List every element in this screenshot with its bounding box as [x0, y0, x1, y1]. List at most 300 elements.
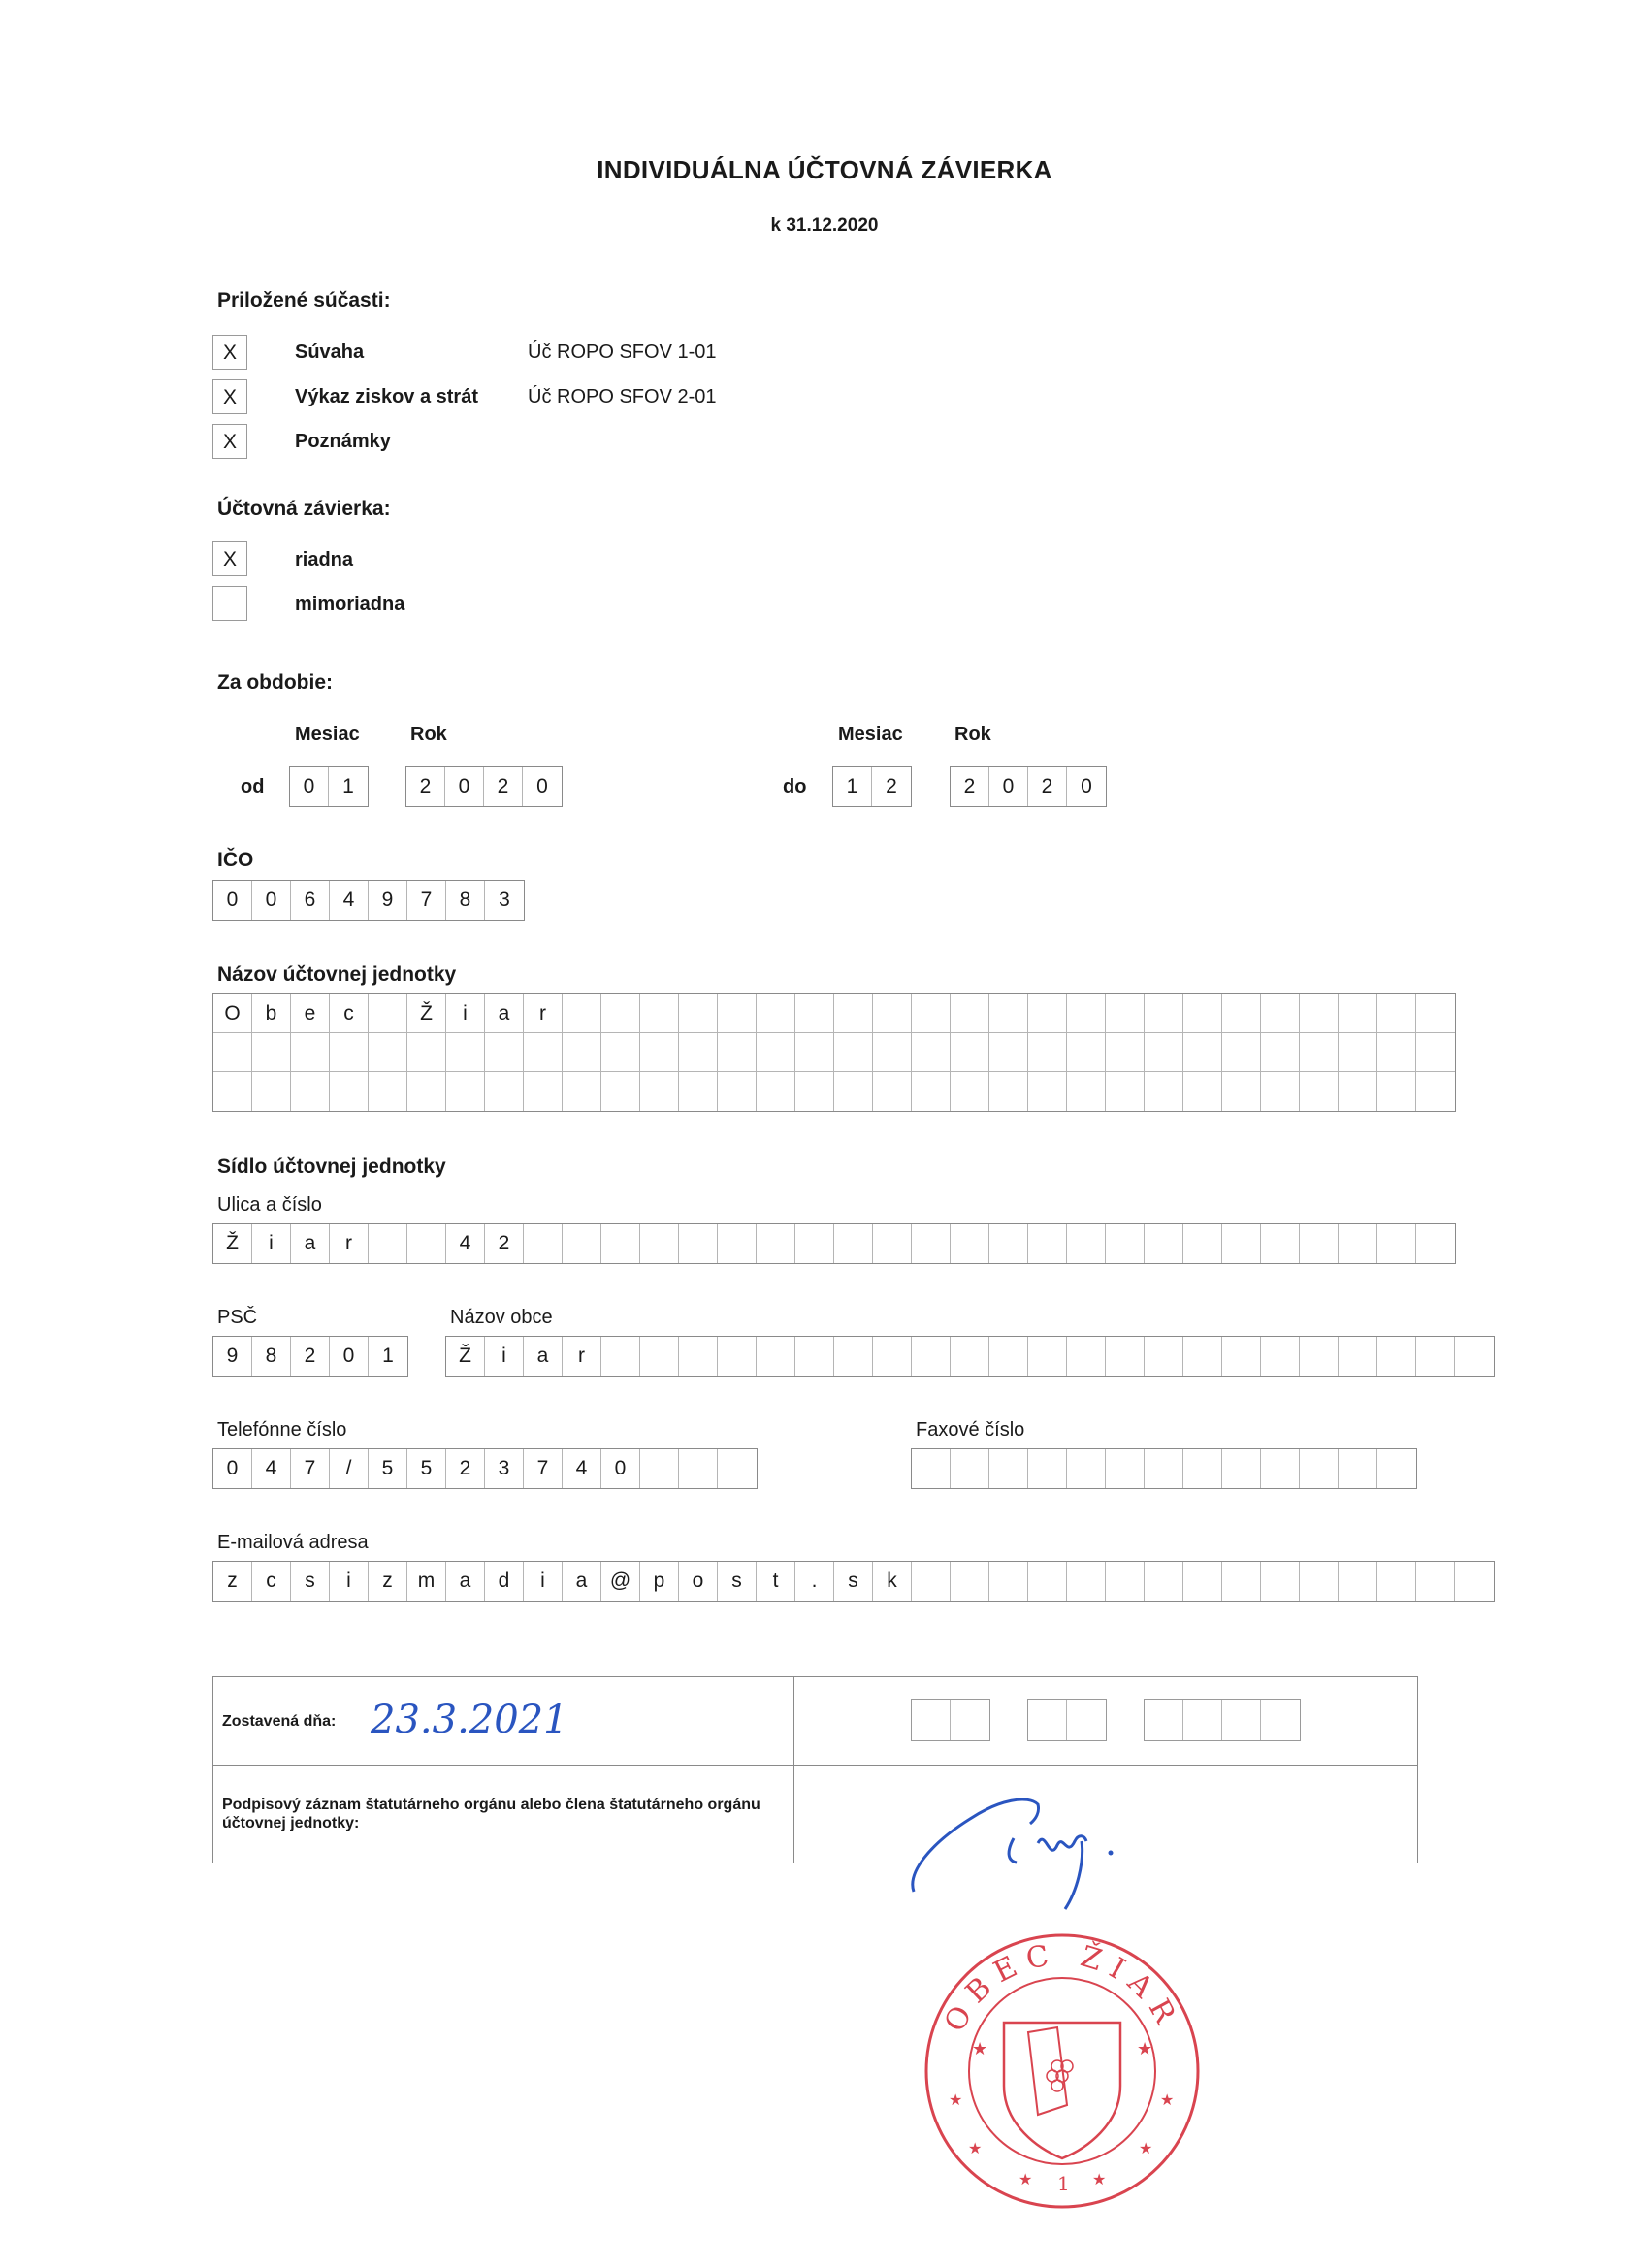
to-year-field[interactable]	[950, 766, 1107, 807]
street-field[interactable]	[212, 1223, 1456, 1264]
char-cell	[834, 1224, 873, 1263]
char-cell: Ž	[213, 1224, 252, 1263]
char-cell	[989, 1449, 1028, 1488]
char-cell	[989, 1562, 1028, 1601]
char-cell	[640, 1224, 679, 1263]
char-cell	[1028, 1224, 1067, 1263]
date-cell	[1183, 1700, 1222, 1740]
char-cell	[524, 1033, 563, 1072]
char-cell: t	[757, 1562, 795, 1601]
char-cell	[330, 1072, 369, 1111]
char-cell	[1222, 1224, 1261, 1263]
char-cell	[718, 1072, 757, 1111]
char-cell	[563, 994, 601, 1033]
date-cell	[1145, 1700, 1183, 1740]
char-cell	[989, 994, 1028, 1033]
char-cell	[601, 1072, 640, 1111]
char-cell: 9	[213, 1337, 252, 1376]
char-cell: z	[213, 1562, 252, 1601]
char-cell: i	[524, 1562, 563, 1601]
char-cell	[1028, 1337, 1067, 1376]
to-month-label: Mesiac	[838, 724, 903, 745]
char-cell	[1377, 1224, 1416, 1263]
char-cell	[1067, 1033, 1106, 1072]
char-cell	[912, 1033, 951, 1072]
char-cell	[1028, 1072, 1067, 1111]
char-cell	[679, 1449, 718, 1488]
digit-cell: 3	[499, 889, 510, 911]
char-cell: a	[485, 994, 524, 1033]
char-cell	[1067, 994, 1106, 1033]
char-cell	[640, 994, 679, 1033]
char-cell	[1028, 1562, 1067, 1601]
handwritten-signature	[892, 1766, 1145, 1911]
from-month-label: Mesiac	[295, 724, 360, 745]
char-cell	[252, 1033, 291, 1072]
char-cell	[640, 1449, 679, 1488]
svg-text:★: ★	[1139, 2141, 1153, 2157]
digit-cell: 2	[951, 767, 989, 806]
char-cell	[1183, 1033, 1222, 1072]
stamp-text: OBEC ŽIAR	[937, 1937, 1187, 2038]
char-cell	[1261, 1562, 1300, 1601]
digit-cell: 7	[407, 881, 446, 920]
compiled-date-label: Zostavená dňa:	[222, 1713, 337, 1730]
char-cell	[1455, 1562, 1494, 1601]
digit-cell: 9	[369, 881, 407, 920]
char-cell	[1222, 1449, 1261, 1488]
char-cell	[1300, 1562, 1339, 1601]
char-cell	[1300, 1337, 1339, 1376]
char-cell	[912, 1562, 951, 1601]
svg-text:★: ★	[1018, 2172, 1033, 2188]
char-cell	[912, 1337, 951, 1376]
char-cell	[1106, 1562, 1145, 1601]
date-cell	[1028, 1700, 1067, 1740]
char-cell: a	[524, 1337, 563, 1376]
char-cell: a	[291, 1224, 330, 1263]
char-cell	[1145, 1449, 1183, 1488]
char-cell	[1145, 994, 1183, 1033]
char-cell	[1261, 994, 1300, 1033]
digit-cell: 4	[330, 881, 369, 920]
char-cell	[951, 1449, 989, 1488]
char-cell	[1300, 1449, 1339, 1488]
char-cell: .	[795, 1562, 834, 1601]
municipal-stamp	[912, 1921, 1212, 2221]
char-cell	[1261, 1449, 1300, 1488]
char-cell	[1145, 1224, 1183, 1263]
char-cell: 5	[407, 1449, 446, 1488]
char-cell	[1183, 1224, 1222, 1263]
fax-label: Faxové číslo	[916, 1419, 1025, 1441]
char-cell	[1261, 1033, 1300, 1072]
date-day-boxes[interactable]	[911, 1699, 990, 1741]
attachment-label-vykaz: Výkaz ziskov a strát	[295, 386, 478, 407]
svg-text:★: ★	[972, 2039, 988, 2058]
char-cell	[718, 994, 757, 1033]
char-cell	[1377, 1562, 1416, 1601]
char-cell	[1377, 1072, 1416, 1111]
period-heading: Za obdobie:	[217, 671, 333, 694]
attachments-heading: Priložené súčasti:	[217, 289, 391, 311]
city-label: Názov obce	[450, 1307, 553, 1328]
char-cell	[1067, 1449, 1106, 1488]
char-cell: 7	[524, 1449, 563, 1488]
char-cell	[1416, 994, 1455, 1033]
char-cell: Ž	[446, 1337, 485, 1376]
char-cell	[795, 1224, 834, 1263]
char-cell	[757, 1337, 795, 1376]
char-cell: s	[291, 1562, 330, 1601]
char-cell	[1106, 1224, 1145, 1263]
svg-text:★: ★	[968, 2141, 983, 2157]
phone-field[interactable]	[212, 1448, 758, 1489]
char-cell	[1416, 1033, 1455, 1072]
char-cell	[1183, 1562, 1222, 1601]
char-cell: b	[252, 994, 291, 1033]
psc-label: PSČ	[217, 1307, 258, 1328]
char-cell	[679, 1072, 718, 1111]
char-cell: 0	[330, 1337, 369, 1376]
phone-label: Telefónne číslo	[217, 1419, 347, 1441]
char-cell: /	[330, 1449, 369, 1488]
ico-field[interactable]	[212, 880, 525, 921]
char-cell	[1416, 1072, 1455, 1111]
char-cell: e	[291, 994, 330, 1033]
char-cell	[1377, 1337, 1416, 1376]
date-cell	[1222, 1700, 1261, 1740]
char-cell	[291, 1072, 330, 1111]
char-cell: k	[873, 1562, 912, 1601]
digit-cell: 0	[445, 767, 484, 806]
char-cell	[873, 1224, 912, 1263]
entity-name-row-1	[213, 994, 1455, 1033]
char-cell	[1183, 994, 1222, 1033]
char-cell	[1339, 1072, 1377, 1111]
char-cell: 7	[291, 1449, 330, 1488]
char-cell: O	[213, 994, 252, 1033]
char-cell	[834, 1337, 873, 1376]
char-cell	[873, 1072, 912, 1111]
attachment-checkbox-suvaha[interactable]: X	[212, 335, 247, 370]
digit-cell: 0	[536, 775, 548, 797]
char-cell: @	[601, 1562, 640, 1601]
char-cell	[640, 1033, 679, 1072]
char-cell	[485, 1033, 524, 1072]
psc-field[interactable]	[212, 1336, 408, 1377]
char-cell	[1067, 1224, 1106, 1263]
closing-checkbox-mimoriadna[interactable]	[212, 586, 247, 621]
char-cell	[679, 1337, 718, 1376]
char-cell	[640, 1337, 679, 1376]
char-cell	[1028, 994, 1067, 1033]
char-cell	[989, 1337, 1028, 1376]
ico-label: IČO	[217, 849, 254, 871]
attachment-label-poznamky: Poznámky	[295, 431, 391, 452]
char-cell	[873, 994, 912, 1033]
digit-cell: 2	[886, 775, 897, 797]
char-cell: a	[563, 1562, 601, 1601]
char-cell: a	[446, 1562, 485, 1601]
digit-cell: 0	[213, 881, 252, 920]
char-cell	[213, 1072, 252, 1111]
char-cell: r	[563, 1337, 601, 1376]
char-cell	[407, 1033, 446, 1072]
char-cell	[1106, 994, 1145, 1033]
char-cell	[252, 1072, 291, 1111]
char-cell: i	[252, 1224, 291, 1263]
char-cell	[1183, 1072, 1222, 1111]
char-cell	[1145, 1033, 1183, 1072]
char-cell	[951, 1033, 989, 1072]
char-cell	[718, 1337, 757, 1376]
char-cell	[1416, 1224, 1455, 1263]
char-cell	[407, 1224, 446, 1263]
to-label: do	[783, 776, 807, 797]
digit-cell: 2	[406, 767, 445, 806]
address-heading: Sídlo účtovnej jednotky	[217, 1155, 446, 1178]
char-cell: i	[446, 994, 485, 1033]
char-cell	[1067, 1072, 1106, 1111]
char-cell	[1300, 1072, 1339, 1111]
from-year-label: Rok	[410, 724, 447, 745]
compiled-date-handwritten: 23.3.2021	[371, 1698, 568, 1742]
char-cell	[912, 1224, 951, 1263]
char-cell	[951, 1072, 989, 1111]
char-cell	[524, 1072, 563, 1111]
char-cell	[834, 994, 873, 1033]
char-cell	[951, 1562, 989, 1601]
date-cell	[1067, 1700, 1106, 1740]
char-cell: z	[369, 1562, 407, 1601]
char-cell	[757, 1033, 795, 1072]
digit-cell: 2	[1028, 767, 1067, 806]
from-month-field[interactable]	[289, 766, 369, 807]
char-cell	[795, 1072, 834, 1111]
char-cell	[601, 1033, 640, 1072]
char-cell	[1416, 1337, 1455, 1376]
char-cell	[1261, 1337, 1300, 1376]
char-cell	[912, 1449, 951, 1488]
digit-cell: 6	[291, 881, 330, 920]
char-cell	[1377, 1449, 1416, 1488]
char-cell	[873, 1033, 912, 1072]
char-cell	[291, 1033, 330, 1072]
char-cell	[1183, 1449, 1222, 1488]
char-cell	[1222, 994, 1261, 1033]
char-cell	[1145, 1072, 1183, 1111]
char-cell	[1455, 1337, 1494, 1376]
email-label: E-mailová adresa	[217, 1532, 369, 1553]
char-cell	[718, 1449, 757, 1488]
char-cell	[369, 1072, 407, 1111]
stamp-bottom-text: 1	[1057, 2172, 1070, 2195]
digit-cell: 2	[484, 767, 523, 806]
char-cell	[1339, 994, 1377, 1033]
char-cell	[1067, 1337, 1106, 1376]
closing-checkbox-riadna[interactable]: X	[212, 541, 247, 576]
document-date: k 31.12.2020	[770, 215, 879, 236]
digit-cell: 0	[989, 767, 1028, 806]
char-cell	[795, 1033, 834, 1072]
char-cell	[1261, 1224, 1300, 1263]
attachment-code-suvaha: Úč ROPO SFOV 1-01	[528, 341, 717, 363]
char-cell	[1145, 1562, 1183, 1601]
char-cell	[1106, 1033, 1145, 1072]
closing-type-heading: Účtovná závierka:	[217, 498, 391, 520]
char-cell: c	[252, 1562, 291, 1601]
char-cell	[369, 1033, 407, 1072]
char-cell: 5	[369, 1449, 407, 1488]
char-cell	[1222, 1072, 1261, 1111]
char-cell	[640, 1072, 679, 1111]
svg-text:★: ★	[1137, 2039, 1153, 2058]
char-cell	[757, 994, 795, 1033]
attachment-code-vykaz: Úč ROPO SFOV 2-01	[528, 386, 717, 407]
char-cell: i	[485, 1337, 524, 1376]
char-cell	[1222, 1562, 1261, 1601]
char-cell	[679, 994, 718, 1033]
char-cell	[989, 1224, 1028, 1263]
street-label: Ulica a číslo	[217, 1194, 322, 1215]
from-label: od	[241, 776, 265, 797]
from-year-field[interactable]	[405, 766, 563, 807]
char-cell	[795, 1337, 834, 1376]
email-field[interactable]	[212, 1561, 1495, 1602]
char-cell: 4	[446, 1224, 485, 1263]
char-cell	[1183, 1337, 1222, 1376]
char-cell	[1106, 1072, 1145, 1111]
char-cell	[1300, 1033, 1339, 1072]
char-cell	[1300, 994, 1339, 1033]
char-cell	[1377, 994, 1416, 1033]
char-cell	[989, 1033, 1028, 1072]
char-cell	[1106, 1449, 1145, 1488]
to-month-field[interactable]	[832, 766, 912, 807]
char-cell	[951, 994, 989, 1033]
entity-name-label: Názov účtovnej jednotky	[217, 963, 457, 986]
char-cell	[1339, 1033, 1377, 1072]
char-cell	[330, 1033, 369, 1072]
char-cell	[912, 994, 951, 1033]
char-cell	[834, 1072, 873, 1111]
char-cell: 3	[485, 1449, 524, 1488]
digit-cell: 1	[342, 775, 354, 797]
char-cell	[369, 1224, 407, 1263]
digit-cell: 8	[446, 881, 485, 920]
date-cell	[951, 1700, 989, 1740]
char-cell	[951, 1224, 989, 1263]
city-field[interactable]	[445, 1336, 1495, 1377]
entity-name-row-2	[213, 1033, 1455, 1072]
char-cell: i	[330, 1562, 369, 1601]
char-cell	[1222, 1337, 1261, 1376]
char-cell: 1	[382, 1345, 394, 1367]
char-cell	[1261, 1072, 1300, 1111]
date-month-boxes[interactable]	[1027, 1699, 1107, 1741]
attachment-checkbox-poznamky[interactable]: X	[212, 424, 247, 459]
char-cell: 0	[213, 1449, 252, 1488]
char-cell: 0	[601, 1449, 640, 1488]
char-cell	[601, 994, 640, 1033]
char-cell	[757, 1072, 795, 1111]
digit-cell: 0	[1081, 775, 1092, 797]
char-cell	[1300, 1224, 1339, 1263]
date-cell	[1261, 1700, 1300, 1740]
signature-label: Podpisový záznam štatutárneho orgánu alebo člena štatutárneho orgánu účtovnej jednotky:	[222, 1797, 760, 1831]
char-cell	[524, 1224, 563, 1263]
char-cell: 4	[252, 1449, 291, 1488]
char-cell	[446, 1033, 485, 1072]
entity-name-row-3	[213, 1072, 1455, 1111]
char-cell: r	[524, 994, 563, 1033]
closing-label-mimoriadna: mimoriadna	[295, 594, 405, 615]
entity-name-field[interactable]	[212, 993, 1456, 1112]
signature-divider-horizontal	[212, 1765, 1418, 1766]
char-cell	[1028, 1033, 1067, 1072]
to-year-label: Rok	[954, 724, 991, 745]
char-cell	[446, 1072, 485, 1111]
char-cell	[563, 1224, 601, 1263]
char-cell	[1416, 1562, 1455, 1601]
document-title: INDIVIDUÁLNA ÚČTOVNÁ ZÁVIERKA	[597, 155, 1052, 184]
digit-cell: 1	[833, 767, 872, 806]
char-cell	[1339, 1337, 1377, 1376]
svg-text:★: ★	[949, 2092, 963, 2109]
char-cell	[407, 1072, 446, 1111]
date-cell	[912, 1700, 951, 1740]
char-cell	[795, 994, 834, 1033]
char-cell	[679, 1224, 718, 1263]
char-cell	[563, 1072, 601, 1111]
char-cell: o	[679, 1562, 718, 1601]
char-cell	[718, 1224, 757, 1263]
char-cell: 2	[485, 1224, 524, 1263]
char-cell	[951, 1337, 989, 1376]
char-cell: 4	[563, 1449, 601, 1488]
char-cell: c	[330, 994, 369, 1033]
char-cell	[834, 1033, 873, 1072]
svg-text:★: ★	[1160, 2092, 1175, 2109]
char-cell	[1106, 1337, 1145, 1376]
char-cell: 2	[291, 1337, 330, 1376]
char-cell	[718, 1033, 757, 1072]
char-cell: d	[485, 1562, 524, 1601]
attachment-checkbox-vykaz[interactable]: X	[212, 379, 247, 414]
signature-divider-vertical	[793, 1676, 794, 1863]
char-cell	[873, 1337, 912, 1376]
char-cell: m	[407, 1562, 446, 1601]
digit-cell: 0	[290, 767, 329, 806]
char-cell	[369, 994, 407, 1033]
digit-cell: 0	[252, 881, 291, 920]
char-cell	[601, 1337, 640, 1376]
closing-label-riadna: riadna	[295, 549, 354, 570]
char-cell: 2	[446, 1449, 485, 1488]
char-cell	[485, 1072, 524, 1111]
date-year-boxes[interactable]	[1144, 1699, 1301, 1741]
char-cell	[563, 1033, 601, 1072]
attachment-label-suvaha: Súvaha	[295, 341, 365, 363]
char-cell: 8	[252, 1337, 291, 1376]
char-cell: s	[834, 1562, 873, 1601]
char-cell	[1339, 1449, 1377, 1488]
fax-field[interactable]	[911, 1448, 1417, 1489]
char-cell	[989, 1072, 1028, 1111]
char-cell	[1067, 1562, 1106, 1601]
char-cell	[912, 1072, 951, 1111]
